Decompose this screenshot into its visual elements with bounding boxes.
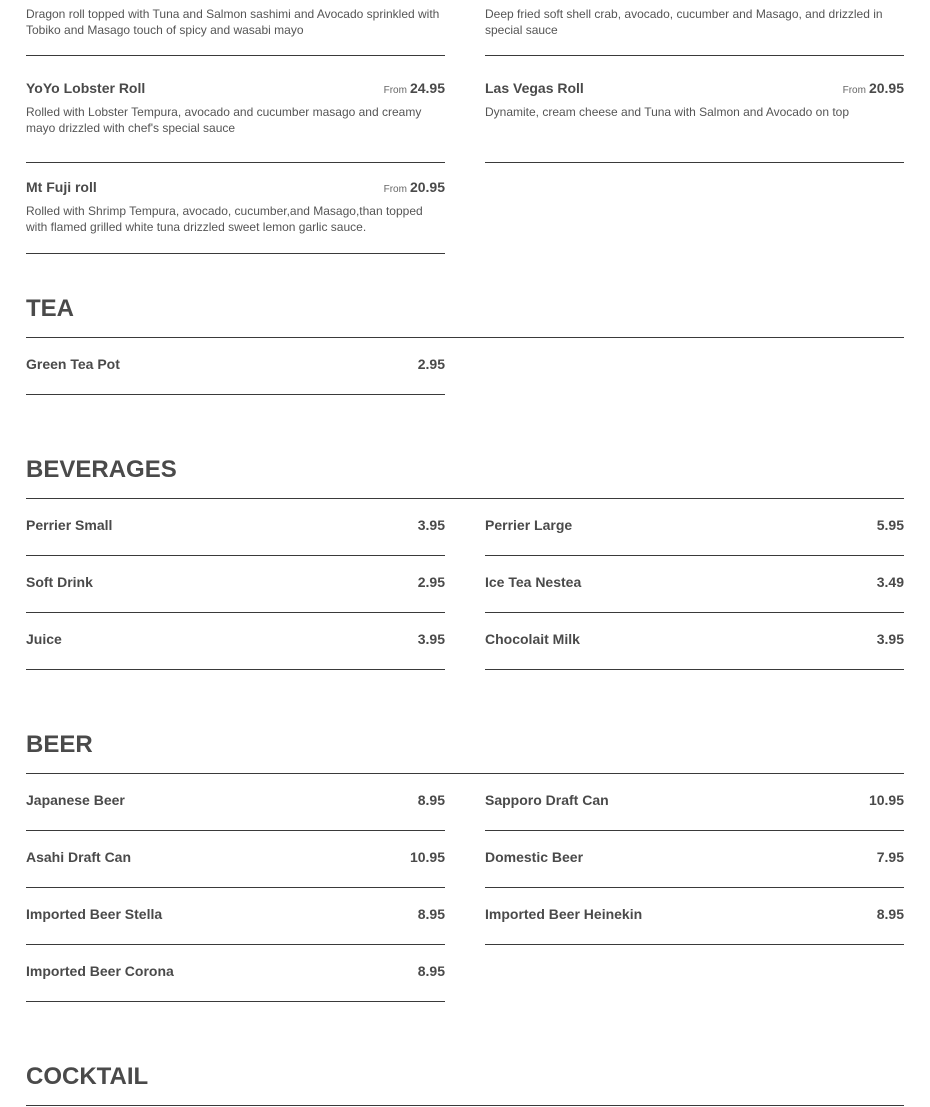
item-name: Perrier Large — [485, 517, 573, 533]
menu-item[interactable] — [26, 613, 445, 670]
section-title: BEVERAGES — [26, 456, 177, 483]
item-name: Soft Drink — [26, 574, 93, 590]
menu-item[interactable] — [26, 338, 445, 395]
item-price: 3.49 — [876, 574, 904, 590]
item-name: YoYo Lobster Roll — [26, 80, 146, 96]
price-from-label: From — [383, 85, 407, 96]
item-name: Sapporo Draft Can — [485, 792, 609, 808]
menu-item[interactable] — [485, 613, 904, 670]
menu-item[interactable] — [485, 499, 904, 556]
menu-item[interactable] — [485, 556, 904, 613]
menu-item[interactable] — [26, 3, 445, 56]
section-title: COCKTAIL — [26, 1063, 149, 1090]
item-price: From 24.95 — [383, 80, 445, 96]
item-name: Green Tea Pot — [26, 356, 120, 372]
section-title: TEA — [26, 295, 74, 322]
item-price: 2.95 — [417, 356, 445, 372]
menu-item[interactable] — [26, 945, 445, 1002]
item-name: Domestic Beer — [485, 849, 584, 865]
item-price: 3.95 — [417, 517, 445, 533]
cocktail-section — [26, 1063, 904, 1106]
menu-item[interactable] — [26, 556, 445, 613]
item-price: 10.95 — [868, 792, 904, 808]
item-description: Dynamite, cream cheese and Tuna with Salmon and Avocado on top — [485, 105, 850, 119]
item-description: Deep fried soft shell crab, avocado, cucumber and Masago, and drizzled in special sauce — [485, 7, 883, 37]
menu-item[interactable] — [485, 888, 904, 945]
sushi-rolls-section — [26, 0, 904, 254]
item-price: 7.95 — [876, 849, 904, 865]
item-name: Imported Beer Stella — [26, 906, 163, 922]
item-name: Mt Fuji roll — [26, 179, 97, 195]
price-from-label: From — [842, 85, 866, 96]
item-description: Rolled with Shrimp Tempura, avocado, cucumber,and Masago,than topped with flamed grilled white tuna drizzled sweet lemon garlic sauce. — [26, 204, 423, 234]
item-price: 3.95 — [876, 631, 904, 647]
item-price: 5.95 — [876, 517, 904, 533]
beverages-section — [26, 456, 904, 670]
item-name: Juice — [26, 631, 62, 647]
price-from-label: From — [383, 184, 407, 195]
item-name: Imported Beer Heinekin — [485, 906, 643, 922]
menu-item[interactable] — [26, 831, 445, 888]
menu-item[interactable] — [26, 163, 445, 254]
item-price: 8.95 — [417, 963, 445, 979]
menu-item[interactable] — [26, 499, 445, 556]
menu-item[interactable] — [26, 888, 445, 945]
item-price: 8.95 — [876, 906, 904, 922]
tea-section — [26, 295, 904, 395]
beer-section — [26, 731, 904, 1002]
item-price: 8.95 — [417, 906, 445, 922]
item-description: Rolled with Lobster Tempura, avocado and cucumber masago and creamy mayo drizzled with chef's special sauce — [26, 105, 422, 135]
item-name: Perrier Small — [26, 517, 113, 533]
item-name: Chocolait Milk — [485, 631, 580, 647]
item-name: Japanese Beer — [26, 792, 125, 808]
menu-item[interactable] — [26, 72, 445, 163]
menu-item[interactable] — [485, 72, 904, 163]
item-price: 3.95 — [417, 631, 445, 647]
menu-item[interactable] — [485, 831, 904, 888]
section-title: BEER — [26, 731, 93, 758]
menu-item[interactable] — [26, 774, 445, 831]
menu-item[interactable] — [485, 3, 904, 56]
item-name: Las Vegas Roll — [485, 80, 584, 96]
menu-item[interactable] — [485, 774, 904, 831]
item-price: From 20.95 — [383, 179, 445, 195]
item-name: Ice Tea Nestea — [485, 574, 582, 590]
item-name: Imported Beer Corona — [26, 963, 174, 979]
item-price: From 20.95 — [842, 80, 904, 96]
item-price: 8.95 — [417, 792, 445, 808]
item-name: Asahi Draft Can — [26, 849, 132, 865]
section-divider — [26, 1105, 904, 1106]
item-price: 2.95 — [417, 574, 445, 590]
item-description: Dragon roll topped with Tuna and Salmon sashimi and Avocado sprinkled with Tobiko and Masago touch of spicy and wasabi mayo — [26, 7, 440, 37]
item-price: 10.95 — [409, 849, 445, 865]
